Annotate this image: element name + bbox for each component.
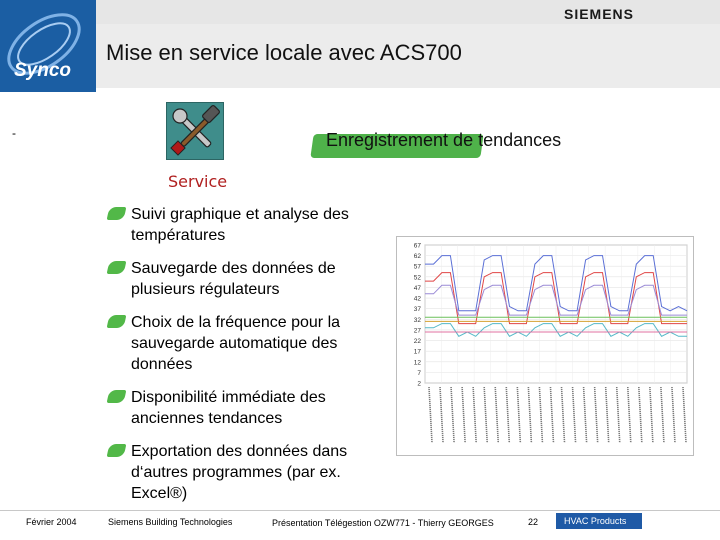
- x-tick-label: [628, 387, 631, 443]
- bullet-item: [108, 312, 398, 375]
- y-tick-label: 57: [413, 263, 421, 271]
- y-tick-label: 32: [413, 316, 421, 324]
- x-tick-label: [661, 387, 664, 443]
- service-label: Service: [168, 172, 228, 191]
- x-tick-label: [672, 387, 675, 443]
- x-tick-label: [573, 387, 576, 443]
- x-tick-label: [495, 387, 498, 443]
- footer-company: Siemens Building Technologies: [108, 517, 233, 527]
- bullet-item: [108, 441, 398, 504]
- bullet-text: Sauvegarde des données de plusieurs régulateurs: [131, 260, 336, 298]
- bullet-item: [108, 258, 398, 300]
- bullet-icon: [107, 315, 127, 328]
- x-tick-label: [606, 387, 609, 443]
- x-tick-label: [650, 387, 653, 443]
- x-tick-label: [539, 387, 542, 443]
- page-number: 22: [528, 517, 539, 527]
- y-tick-label: 27: [413, 327, 421, 335]
- x-tick-label: [440, 387, 443, 443]
- bullet-icon: [107, 261, 127, 274]
- footer: [0, 510, 720, 540]
- slide-marker: -: [12, 126, 16, 140]
- bullet-item: [108, 204, 398, 246]
- y-tick-label: 42: [413, 295, 421, 303]
- synco-logo: [0, 0, 96, 92]
- bullet-icon: [107, 207, 127, 220]
- products-label: HVAC Products: [564, 516, 627, 526]
- wrench-hammer-icon: [167, 103, 225, 161]
- trend-chart: [396, 236, 694, 456]
- bullet-item: [108, 387, 398, 429]
- y-tick-label: 7: [417, 369, 421, 377]
- x-tick-label: [451, 387, 454, 443]
- footer-divider: [0, 510, 720, 511]
- y-tick-label: 17: [413, 348, 421, 356]
- section-heading-group: [310, 130, 561, 151]
- x-tick-label: [639, 387, 642, 443]
- footer-presentation: Présentation Télégestion OZW771 - Thierry GEORGES: [272, 518, 494, 528]
- footer-date: Février 2004: [26, 517, 77, 527]
- x-tick-label: [562, 387, 565, 443]
- bullet-list: [108, 204, 398, 516]
- service-tool-icon: [166, 102, 224, 160]
- x-tick-label: [429, 387, 432, 443]
- products-badge: [556, 513, 642, 529]
- y-tick-label: 67: [413, 242, 421, 250]
- bullet-text: Choix de la fréquence pour la sauvegarde automatique des données: [131, 314, 341, 373]
- bullet-text: Disponibilité immédiate des anciennes tendances: [131, 389, 326, 427]
- x-tick-label: [528, 387, 531, 443]
- section-heading: Enregistrement de tendances: [326, 130, 562, 150]
- bullet-text: Exportation des données dans d‘autres programmes (par ex. Excel®): [131, 443, 348, 502]
- logo-text: Synco: [14, 60, 72, 81]
- x-tick-label: [473, 387, 476, 443]
- y-tick-label: 62: [413, 253, 421, 261]
- x-tick-label: [462, 387, 465, 443]
- y-tick-label: 37: [413, 306, 421, 314]
- y-tick-label: 22: [413, 338, 421, 346]
- trend-chart-svg: [397, 237, 693, 455]
- y-tick-label: 2: [417, 380, 421, 388]
- bullet-icon: [107, 390, 127, 403]
- siemens-brand: SIEMENS: [563, 6, 634, 22]
- x-tick-label: [617, 387, 620, 443]
- y-tick-label: 47: [413, 284, 421, 292]
- x-tick-label: [517, 387, 520, 443]
- x-tick-label: [550, 387, 553, 443]
- x-tick-label: [595, 387, 598, 443]
- x-tick-label: [584, 387, 587, 443]
- bullet-text: Suivi graphique et analyse des températures: [131, 206, 349, 244]
- x-tick-label: [683, 387, 686, 443]
- y-tick-label: 12: [413, 359, 421, 367]
- x-tick-label: [506, 387, 509, 443]
- bullet-icon: [107, 444, 127, 457]
- y-tick-label: 52: [413, 274, 421, 282]
- x-tick-label: [484, 387, 487, 443]
- page-title: Mise en service locale avec ACS700: [106, 40, 462, 65]
